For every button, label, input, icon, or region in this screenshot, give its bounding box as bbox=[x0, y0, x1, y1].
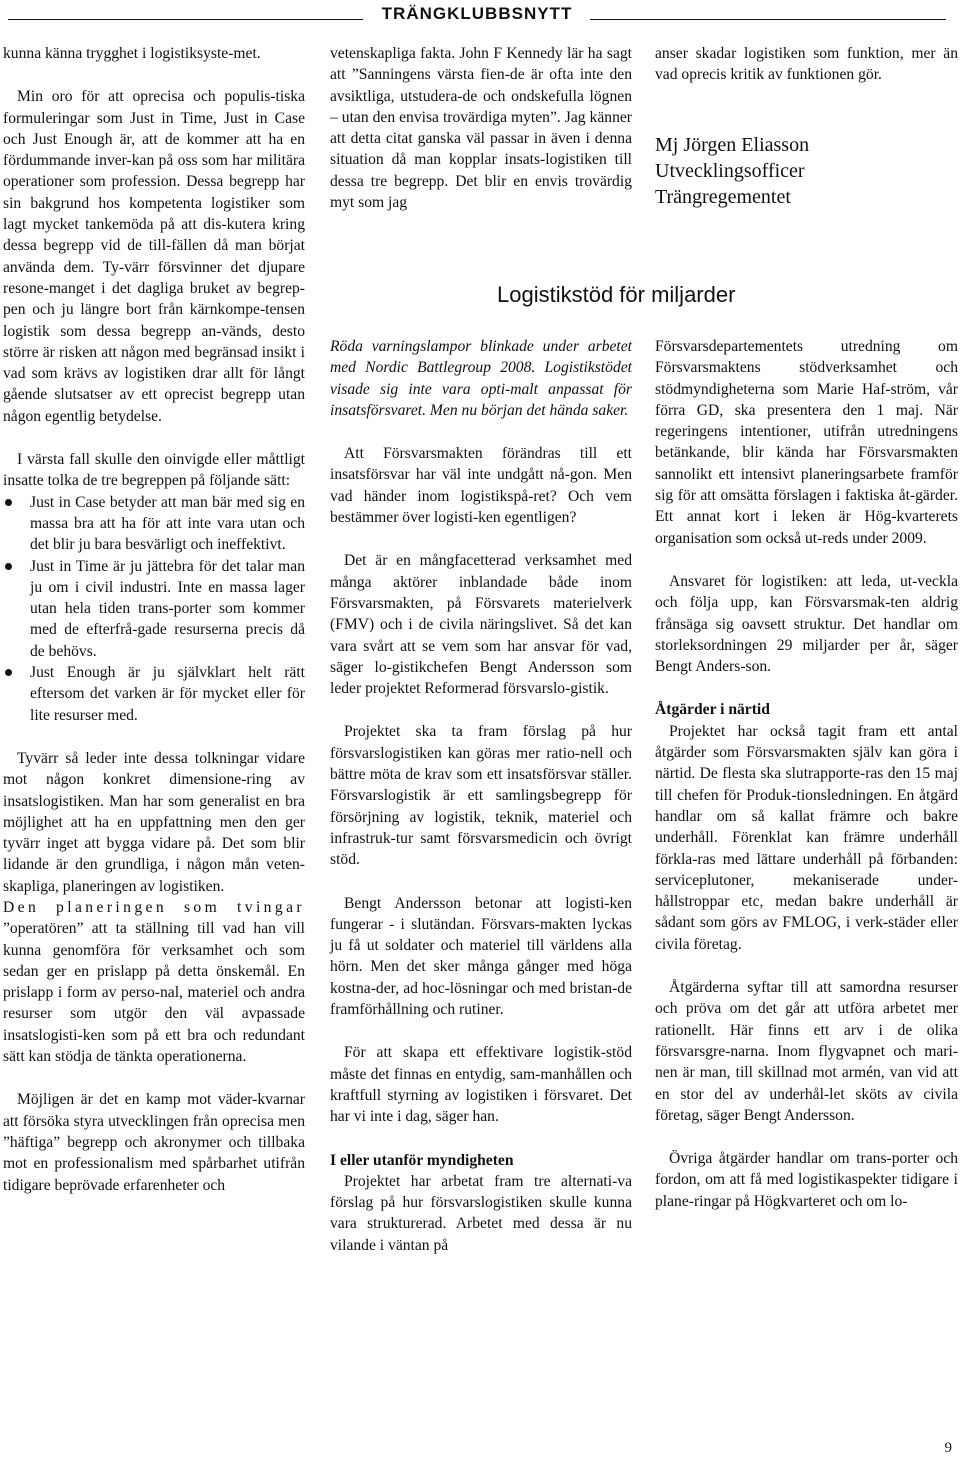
article-lead: Röda varningslampor blinkade under arbetet med Nordic Battlegroup 2008. Logistikstödet visade sig inte vara opti-malt anpassat för insatsförsvaret. Men nu början det hända saker. bbox=[330, 338, 632, 419]
paragraph: vetenskapliga fakta. John F Kennedy lär ha sagt att ”Sanningens värsta fien-de är ofta inte den avsiktliga, utstudera-de och ondskefulla lögnen – utan den envisa trovärdiga myten”. Jag känner att detta citat ganska väl passar in även i denna situation då man kopplar insats-logistiken till dessa tre begrepp. Det blir en envis trovärdig myt som jag bbox=[330, 45, 632, 212]
paragraph: Bengt Andersson betonar att logisti-ken fungerar - i slutändan. Försvars-makten lyckas ju få ut soldater och materiel till världens alla hörn. Men det sker många gånger med höga kostna-der, ad hoc-lösningar och med bristan-de framförhållning och rutiner. bbox=[330, 894, 632, 1019]
paragraph-text: ”operatören” att ta ställning till vad han vill kunna genomföra för verksamhet och som sedan ger en prislapp på detta önskemål. En prislapp i form av perso-nal, materiel och andra resurser som utgör den väl avpassade insatslogisti-ken som på ett bra och redundant sätt kan stödja de tänkta operationerna. bbox=[3, 920, 305, 1066]
article-headline: Logistikstöd för miljarder bbox=[497, 282, 736, 307]
paragraph: Övriga åtgärder handlar om trans-porter och fordon, om att få med logistikaspekter tidigare i plane-ringar på Högkvarteret och om lo- bbox=[655, 1150, 958, 1210]
paragraph: Projektet har arbetat fram tre alternati-va förslag på hur försvarslogistiken skulle kunna vara strukturerad. Arbetet med dessa är nu vilande i väntan på bbox=[330, 1172, 632, 1254]
paragraph: Det är en mångfacetterad verksamhet med många aktörer inblandade både inom Försvarsmakten, på Försvarets materielverk (FMV) och i de civila näringslivet. Så det kan vara svårt att se vem som har ansvar för vad, säger lo-gistikchefen Bengt Andersson som leder projektet Reformerad försvarslo-gistik. bbox=[330, 552, 632, 698]
masthead-rule-right bbox=[590, 19, 946, 20]
subheading: Åtgärder i närtid bbox=[655, 701, 770, 719]
author-byline bbox=[655, 132, 958, 210]
paragraph: Försvarsdepartementets utredning om Försvarsmaktens stödverksamhet och stödmyndigheterna som Marie Haf-ström, vår förra GD, ska presentera den 1 maj. När regeringens intentioner, utifrån utredningens betänkande, blir kända har Försvarsmakten sannolikt ett intensivt planeringsarbete framför sig för att omsätta förslagen i faktiska åt-gärder. Ett annat kort i leken är Hög-kvarterets organisation som också ut-reds under 2009. bbox=[655, 338, 958, 547]
list-item bbox=[3, 662, 305, 726]
column-2-article bbox=[330, 336, 632, 1256]
paragraph: kunna känna trygghet i logistiksyste-met. bbox=[3, 45, 261, 62]
paragraph: Att Försvarsmakten förändras till ett insatsförsvar har väl inte undgått nå-gon. Men vad händer inom logistikspå-ret? Och vem bestämmer över logisti-ken egentligen? bbox=[330, 445, 632, 527]
paragraph: Projektet har också tagit fram ett antal åtgärder som Försvarsmakten själv kan göra i närtid. De flesta ska slutrapporte-ras den 15 maj till chefen för Produk-tionsledningen. En åtgärd handlar om så kallat främre och bakre underhåll. Förenklat kan främre underhåll förkla-ras med lättare underhåll på förbanden: serviceplutoner, mekaniserade under-hållstroppar etc, medan bakre underhåll är sådant som görs av FMLOG, i verk-städer eller civila företag. bbox=[655, 722, 958, 953]
column-3-top bbox=[655, 43, 958, 210]
subheading: I eller utanför myndigheten bbox=[330, 1151, 514, 1169]
spaced-text: Den planeringen som tvingar bbox=[3, 898, 305, 916]
paragraph: I värsta fall skulle den oinvigde eller måttligt insatte tolka de tre begreppen på följande sätt: bbox=[3, 451, 305, 490]
paragraph: Ansvaret för logistiken: att leda, ut-veckla och följa upp, kan Försvarsmak-ten aldrig frånsäga sig oavsett struktur. Det handlar om storleksordningen 29 miljarder per år, säger Bengt Anders-son. bbox=[655, 572, 958, 676]
bullet-list bbox=[3, 492, 305, 726]
bullet-icon bbox=[5, 499, 12, 506]
list-item bbox=[3, 492, 305, 556]
list-item bbox=[3, 556, 305, 662]
list-item-text: Just in Case betyder att man bär med sig en massa bra att ha för att inte vara utan och det blir ju bara besvärligt och ineffektivt. bbox=[30, 493, 305, 554]
paragraph bbox=[3, 897, 305, 1067]
bullet-icon bbox=[5, 563, 12, 570]
column-2-top bbox=[330, 43, 632, 235]
masthead-title: TRÄNGKLUBBSNYTT bbox=[381, 4, 573, 23]
bullet-icon bbox=[5, 669, 12, 676]
column-3-article bbox=[655, 336, 958, 1212]
author-name: Mj Jörgen Eliasson bbox=[655, 133, 810, 156]
paragraph: Projektet ska ta fram förslag på hur försvarslogistiken kan göras mer ratio-nell och bättre möta de krav som ett insatsförsvar ställer. Försvarslogistik är ett samlingsbegrepp för försörjning av logistik, teknik, materiel och infrastruk-tur samt försvarsmedicin och övrigt stöd. bbox=[330, 723, 632, 869]
author-unit: Trängregementet bbox=[655, 185, 791, 208]
paragraph: Tyvärr så leder inte dessa tolkningar vidare mot någon konkret dimensione-ring av insatslogistiken. Man har som generalist en bra möjlighet att ha en uppfattning men den ger tyvärr inget att bygga vidare på. Det som blir lidande är den grundliga, i någon mån veten-skapliga, planeringen av logistiken. bbox=[3, 749, 305, 895]
paragraph: Åtgärderna syftar till att samordna resurser och pröva om det går att utföra arbetet mer rationellt. Här finns ett arv i de olika försvarsgre-narna. Inom flygvapnet och mari-nen är man, till skillnad mot armén, van vid att en stor del av underhål-let sköts av civila företag, säger Bengt Andersson. bbox=[655, 979, 958, 1124]
list-item-text: Just Enough är ju självklart helt rätt eftersom det varken är för mycket eller för lite resurser med. bbox=[30, 664, 305, 724]
paragraph: För att skapa ett effektivare logistik-stöd måste det finnas en entydig, sam-manhållen och kraftfull styrning av logistiken i försvaret. Det har vi inte i dag, säger han. bbox=[330, 1044, 632, 1126]
column-1 bbox=[3, 43, 305, 1218]
masthead-rule-left bbox=[8, 19, 363, 20]
page-number: 9 bbox=[944, 1440, 952, 1456]
masthead bbox=[0, 4, 960, 28]
paragraph: Möjligen är det en kamp mot väder-kvarnar att försöka styra utvecklingen från oprecisa men ”häftiga” begrepp och akronymer och tillbaka mot en professionalism med spårbarhet utifrån tidigare beprövade erfarenheter och bbox=[3, 1091, 305, 1194]
author-role: Utvecklingsofficer bbox=[655, 159, 805, 182]
paragraph: anser skadar logistiken som funktion, mer än vad oprecis kritik av funktionen gör. bbox=[655, 45, 958, 84]
paragraph: Min oro för att oprecisa och populis-tiska formuleringar som Just in Time, Just in Case och Just Enough är, att de kommer att ha en fördummande inver-kan på oss som har militära operationer som profession. Dessa begrepp har sin bakgrund hos kompetenta logistiker som lagt mycket tankemöda på att dis-kutera kring dessa begrepp vid de till-fällen då man börjat använda dem. Ty-värr försvinner det djupare resone-manget i det dagliga bruket av begrep-pen och ju längre bort från kärnkompe-tensen logistik som dessa begrepp an-vänds, desto större är risken att någon med begränsad insikt i vad som krävs av logistiken drar allt för långt gående slutsatser av ett oprecist begrepp utan någon egentlig betydelse. bbox=[3, 88, 305, 425]
list-item-text: Just in Time är ju jättebra för det talar man ju om i civil industri. Inte en massa lager utan hela tiden trans-porter som kommer med de efterfrå-gade resurserna precis då de behövs. bbox=[30, 557, 305, 660]
